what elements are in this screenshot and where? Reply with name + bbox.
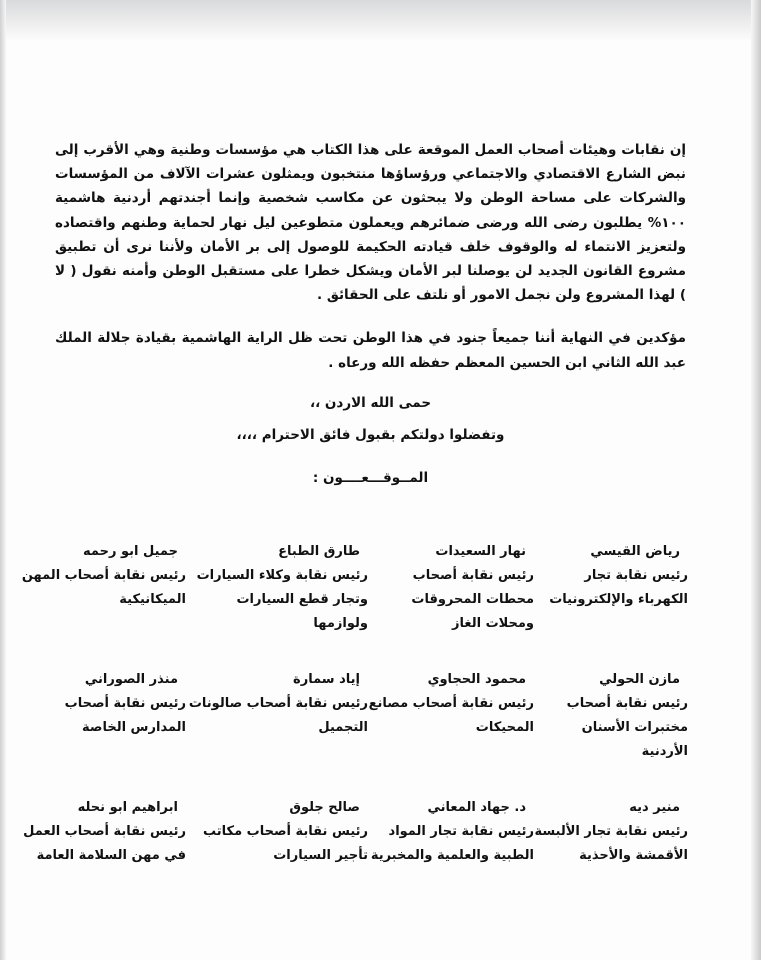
- signatory-name: مازن الحولي: [599, 672, 680, 687]
- signatory-name: منير ديه: [629, 800, 680, 815]
- signatory: [534, 796, 688, 880]
- signatory: [368, 796, 534, 880]
- signatory: [368, 668, 534, 764]
- page-shadow-right: [751, 0, 761, 960]
- signatories-heading: المــوقـــعــــون :: [312, 469, 429, 486]
- signatory: [20, 668, 186, 764]
- signatory-name: رياض القيسي: [590, 544, 680, 559]
- signatory-title: رئيس نقابة تجار المواد الطبية والعلمية والمخبرية: [370, 824, 534, 863]
- signatory-title: رئيس نقابة أصحاب صالونات التجميل: [188, 696, 368, 735]
- signatory: [534, 668, 688, 764]
- signatories-grid: [20, 540, 688, 880]
- signatory-title: رئيس نقابة أصحاب المهن الميكانيكية: [21, 568, 186, 607]
- signatory: [186, 540, 368, 636]
- signatory: [20, 540, 186, 636]
- signatory-name: منذر الصوراني: [84, 672, 178, 687]
- signatory-title: رئيس نقابة أصحاب المدارس الخاصة: [64, 696, 186, 735]
- page-shadow-left: [0, 0, 6, 960]
- signatory-title: رئيس نقابة تجار الكهرباء والإلكترونيات: [549, 568, 688, 607]
- signatory-title: رئيس نقابة وكلاء السيارات وتجار قطع السيارات ولوازمها: [196, 568, 368, 631]
- signatory-title: رئيس نقابة أصحاب محطات المحروقات ومحلات الغاز: [411, 568, 534, 631]
- signatory-title: رئيس نقابة أصحاب مختبرات الأسنان الأردنية: [566, 696, 688, 759]
- signatory-name: طارق الطباع: [278, 544, 360, 559]
- signatory-title: رئيس نقابة أصحاب مصانع المحيكات: [368, 696, 534, 735]
- signatory-name: نهار السعيدات: [435, 544, 526, 559]
- signatory-name: محمود الحجاوي: [427, 672, 526, 687]
- salutation: حمى الله الاردن ،،: [309, 394, 432, 411]
- signatory-title: رئيس نقابة أصحاب العمل في مهن السلامة العامة: [23, 824, 186, 863]
- signatory-name: جميل ابو رحمه: [83, 544, 178, 559]
- paragraph-1: إن نقابات وهيئات أصحاب العمل الموقعة على هذا الكتاب هي مؤسسات وطنية وهي الأقرب إلى نبض الشارع الاقتصادي والاجتماعي ورؤساؤها منتخبون ويمثلون عشرات الآلاف من المؤسسات والشركات على مساحة الوطن ولا يبحثون عن مكاسب شخصية وإنما أجندتهم أردنية هاشمية ١٠٠% يطلبون رضى الله ورضى ضمائرهم ويعملون متطوعين ليل نهار لحماية وطنهم واقتصاده ولتعزيز الانتماء له والوقوف خلف قيادته الحكيمة للوصول إلى بر الأمان ولأننا نرى أن تطبيق مشروع القانون الجديد لن يوصلنا لبر الأمان ويشكل خطرا على مستقبل الوطن وأمنه نقول ( لا ) لهذا المشروع ولن نجمل الامور أو نلتف على الحقائق .: [55, 142, 686, 304]
- signatory-name: د. جهاد المعاني: [427, 800, 526, 815]
- signatory-name: إياد سمارة: [293, 672, 360, 687]
- signatory: [368, 540, 534, 636]
- closing-regards: وتفضلوا دولتكم بقبول فائق الاحترام ،،،،: [236, 426, 505, 443]
- signatory-name: ابراهيم ابو نحله: [77, 800, 178, 815]
- signatory-title: رئيس نقابة تجار الألبسة الأقمشة والأحذية: [534, 824, 688, 863]
- paragraph-2: مؤكدين في النهاية أننا جميعاً جنود في هذا الوطن تحت ظل الراية الهاشمية بقيادة جلالة الملك عبد الله الثاني ابن الحسين المعظم حفظه الله ورعاه .: [55, 330, 686, 371]
- signatory-name: صالح جلوق: [289, 800, 360, 815]
- signatory: [186, 668, 368, 764]
- signatory: [534, 540, 688, 636]
- signatory: [20, 796, 186, 880]
- letter-body: [55, 138, 686, 486]
- signatory: [186, 796, 368, 880]
- page-shadow-top: [0, 0, 761, 40]
- signatory-title: رئيس نقابة أصحاب مكاتب تأجير السيارات: [203, 824, 368, 863]
